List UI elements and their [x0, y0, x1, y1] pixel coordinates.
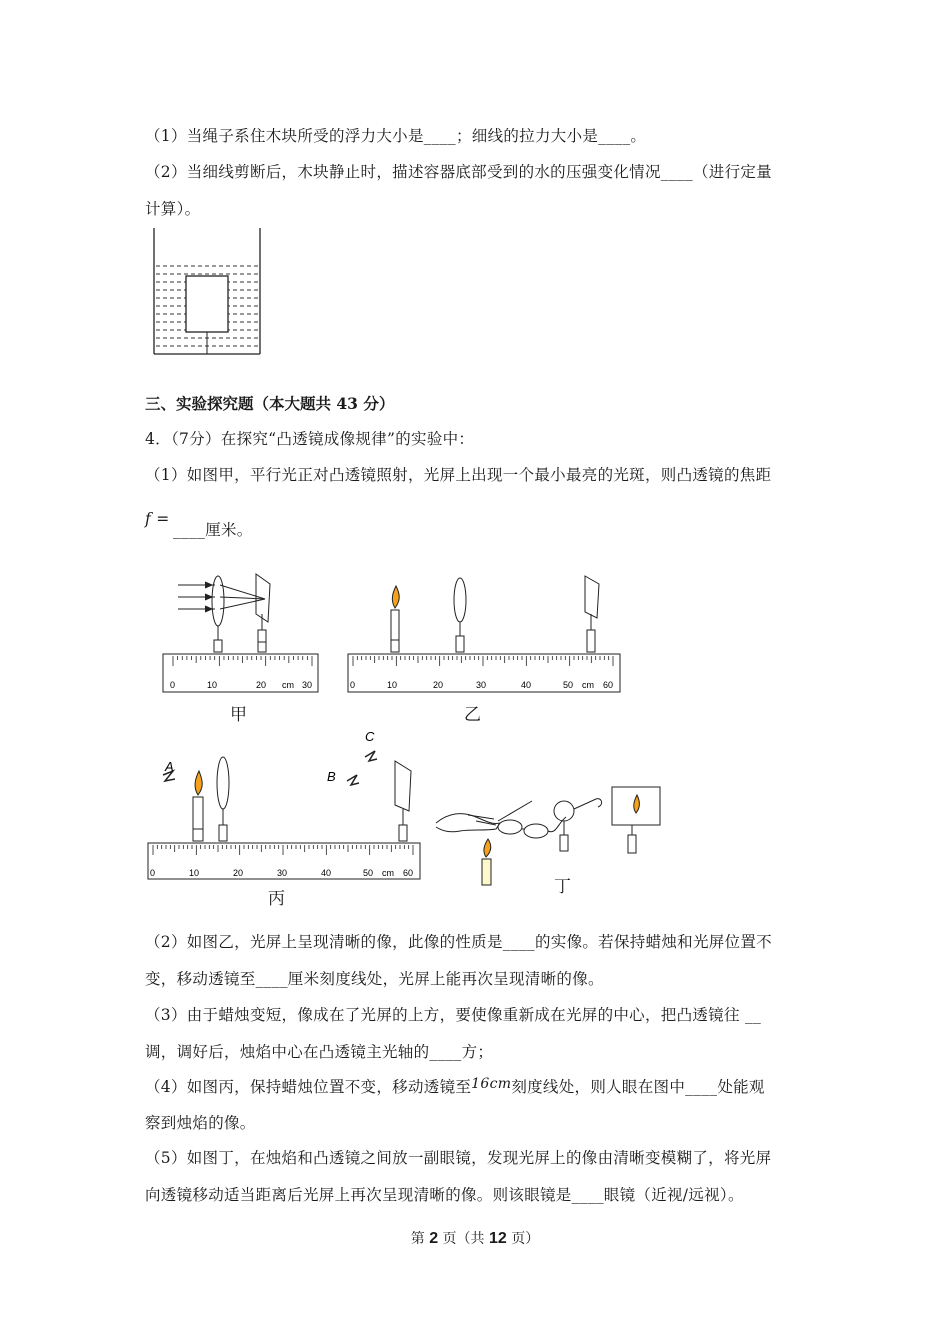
- question-4-part4-line2: 察到烛焰的像。: [145, 1114, 256, 1132]
- jia-tick-20: 20: [256, 680, 267, 690]
- bing-tick-10: 10: [189, 868, 200, 878]
- eye-label-a: A: [165, 759, 174, 774]
- figure-bing-caption: 丙: [268, 889, 285, 909]
- bing-tick-60: 60: [403, 868, 414, 878]
- question-4-part2-line1: （2）如图乙，光屏上呈现清晰的像，此像的性质是____的实像。若保持蜡烛和光屏位置不: [145, 933, 772, 951]
- bing-tick-50: 50: [363, 868, 374, 878]
- question-4-part4-line1: [145, 1075, 765, 1097]
- figure-yi-caption: 乙: [464, 705, 481, 725]
- bing-tick-40: 40: [321, 868, 332, 878]
- eye-label-b: B: [327, 769, 336, 784]
- question-3-part2-line1: （2）当细线剪断后，木块静止时，描述容器底部受到的水的压强变化情况____（进行定量: [145, 163, 772, 181]
- container-figure: [148, 226, 266, 358]
- question-4-part3-line1: （3）由于蜡烛变短，像成在了光屏的上方，要使像重新成在光屏的中心，把凸透镜往 __: [145, 1006, 762, 1024]
- question-4-intro: 4．（7分）在探究“凸透镜成像规律”的实验中：: [145, 430, 475, 448]
- yi-tick-20: 20: [433, 680, 444, 690]
- jia-tick-unit: cm: [282, 680, 294, 690]
- jia-tick-10: 10: [207, 680, 218, 690]
- yi-tick-50: 50: [563, 680, 574, 690]
- question-4-part2-line2: 变，移动透镜至____厘米刻度线处，光屏上能再次呈现清晰的像。: [145, 970, 604, 988]
- figure-ding-caption: 丁: [554, 877, 571, 897]
- bing-tick-20: 20: [233, 868, 244, 878]
- page-number: 2: [429, 1230, 439, 1247]
- footer-prefix: 第: [410, 1231, 430, 1247]
- figure-yi: [345, 570, 623, 695]
- bing-tick-unit: cm: [382, 868, 394, 878]
- footer-mid: 页（共: [438, 1231, 489, 1247]
- yi-tick-0: 0: [350, 680, 356, 690]
- bing-tick-30: 30: [277, 868, 288, 878]
- figure-bing: [143, 725, 425, 883]
- distance-value: 16cm: [471, 1076, 512, 1092]
- eye-label-c: C: [365, 729, 375, 744]
- figure-jia-caption: 甲: [230, 705, 247, 725]
- figure-ding: [432, 765, 672, 890]
- question-4-part1-line1: （1）如图甲，平行光正对凸透镜照射，光屏上出现一个最小最亮的光斑，则凸透镜的焦距: [145, 466, 772, 484]
- page-footer: [0, 1228, 950, 1248]
- question-4-part4-text-b: 刻度线处，则人眼在图中____处能观: [511, 1078, 765, 1096]
- jia-tick-0: 0: [170, 680, 176, 690]
- question-3-part1: （1）当绳子系住木块所受的浮力大小是____；细线的拉力大小是____。: [145, 127, 647, 145]
- total-pages: 12: [489, 1230, 507, 1247]
- question-4-part5-line2: 向透镜移动适当距离后光屏上再次呈现清晰的像。则该眼镜是____眼镜（近视/远视）。: [145, 1186, 744, 1204]
- yi-tick-30: 30: [476, 680, 487, 690]
- figure-jia: [160, 570, 325, 695]
- question-4-part4-text-a: （4）如图丙，保持蜡烛位置不变，移动透镜至: [145, 1078, 472, 1096]
- focal-length-symbol: f =: [145, 510, 170, 528]
- bing-tick-0: 0: [150, 868, 156, 878]
- footer-suffix: 页）: [506, 1231, 540, 1247]
- yi-tick-60: 60: [603, 680, 614, 690]
- question-4-part1-line2: ____厘米。: [173, 521, 253, 539]
- yi-tick-10: 10: [387, 680, 398, 690]
- question-3-part2-line2: 计算）。: [145, 200, 201, 218]
- yi-tick-unit: cm: [582, 680, 594, 690]
- yi-tick-40: 40: [521, 680, 532, 690]
- section-heading: 三、实验探究题（本大题共 43 分）: [145, 394, 395, 413]
- jia-tick-30: 30: [302, 680, 313, 690]
- question-4-part3-line2: 调，调好后，烛焰中心在凸透镜主光轴的____方；: [145, 1043, 494, 1061]
- question-4-part5-line1: （5）如图丁，在烛焰和凸透镜之间放一副眼镜，发现光屏上的像由清晰变模糊了，将光屏: [145, 1149, 772, 1167]
